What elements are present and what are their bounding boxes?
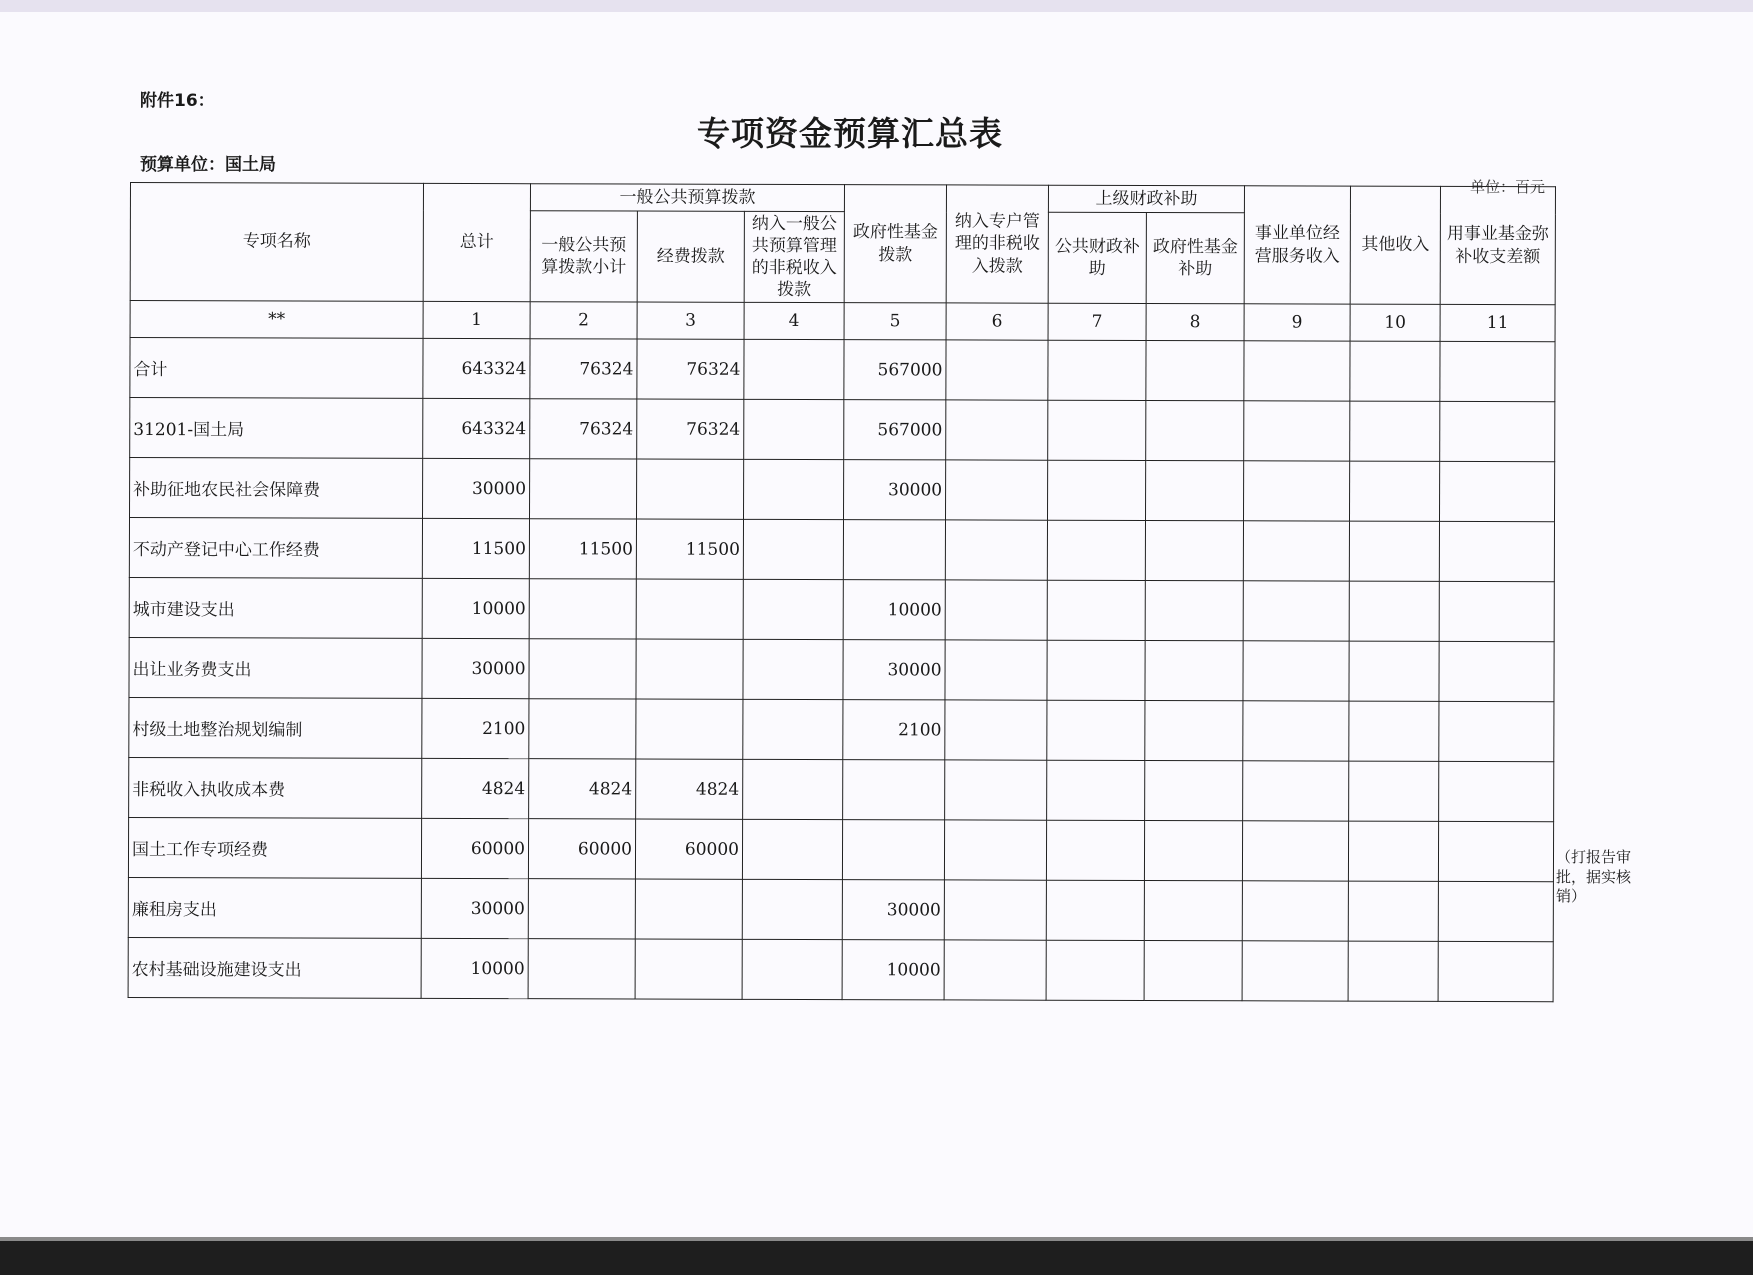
cell-other-income (1350, 461, 1440, 521)
cell-business-income (1243, 701, 1349, 761)
cell-total: 30000 (423, 458, 530, 518)
cell-gov-fund-subsidy (1145, 581, 1243, 641)
cell-general-subtotal: 60000 (528, 819, 635, 879)
cell-funding: 11500 (636, 519, 743, 579)
cell-total: 10000 (422, 578, 529, 638)
budget-unit-label: 预算单位：国土局 (140, 155, 276, 175)
cell-other-income (1349, 581, 1439, 641)
cell-funding (635, 879, 742, 939)
cell-public-subsidy (1047, 760, 1145, 820)
header-business-income: 事业单位经营服务收入 (1244, 186, 1350, 304)
cell-included-nontax (743, 759, 843, 819)
page-title: 专项资金预算汇总表 (697, 114, 1003, 153)
table-row (128, 817, 1553, 881)
cell-funding: 76324 (637, 339, 744, 399)
cell-business-income (1244, 341, 1350, 401)
header-name: 专项名称 (130, 183, 423, 302)
row-name: 国土工作专项经费 (128, 817, 421, 878)
cell-included-nontax (743, 519, 843, 579)
cell-public-subsidy (1047, 640, 1145, 700)
cell-special-nontax (946, 340, 1048, 400)
table-row (130, 458, 1555, 522)
header-funding: 经费拨款 (637, 211, 744, 302)
index-cell: 11 (1440, 304, 1555, 341)
header-other-income: 其他收入 (1350, 186, 1440, 304)
cell-other-income (1349, 701, 1439, 761)
header-included-nontax: 纳入一般公共预算管理的非税收入拨款 (744, 211, 844, 302)
table-row (130, 338, 1555, 402)
cell-other-income (1348, 881, 1438, 941)
header-gov-fund: 政府性基金拨款 (844, 185, 946, 303)
cell-included-nontax (743, 699, 843, 759)
cell-gov-fund-subsidy (1145, 521, 1243, 581)
cell-public-subsidy (1047, 520, 1145, 580)
cell-gov-fund: 2100 (843, 700, 945, 760)
cell-fund-balance (1439, 701, 1554, 761)
header-row-group (130, 183, 1555, 214)
cell-gov-fund-subsidy (1146, 401, 1244, 461)
cell-gov-fund-subsidy (1145, 761, 1243, 821)
index-row (130, 301, 1555, 342)
row-name: 31201-国土局 (130, 398, 423, 459)
attachment-label: 附件16： (140, 91, 215, 111)
cell-general-subtotal (529, 699, 636, 759)
cell-gov-fund: 567000 (844, 340, 946, 400)
index-cell: ** (130, 301, 423, 339)
cell-gov-fund: 30000 (843, 640, 945, 700)
cell-fund-balance (1438, 941, 1553, 1001)
index-cell: 4 (744, 302, 844, 339)
cell-total: 2100 (422, 698, 529, 758)
row-name: 合计 (130, 338, 423, 399)
cell-business-income (1243, 581, 1349, 641)
cell-special-nontax (944, 820, 1046, 880)
cell-funding: 4824 (636, 759, 743, 819)
cell-other-income (1348, 941, 1438, 1001)
cell-business-income (1244, 401, 1350, 461)
cell-fund-balance (1439, 641, 1554, 701)
index-cell: 8 (1146, 304, 1244, 341)
cell-funding (635, 939, 742, 999)
table-row (129, 518, 1554, 582)
cell-gov-fund-subsidy (1144, 881, 1242, 941)
cell-general-subtotal: 4824 (529, 759, 636, 819)
cell-general-subtotal: 11500 (529, 519, 636, 579)
cell-other-income (1350, 401, 1440, 461)
cell-special-nontax (945, 520, 1047, 580)
cell-special-nontax (945, 700, 1047, 760)
cell-business-income (1242, 941, 1348, 1001)
cell-other-income (1349, 761, 1439, 821)
cell-other-income (1349, 641, 1439, 701)
cell-general-subtotal: 76324 (530, 399, 637, 459)
cell-fund-balance (1439, 581, 1554, 641)
row-name: 农村基础设施建设支出 (128, 937, 421, 998)
header-total: 总计 (423, 183, 530, 301)
header-special-nontax: 纳入专户管理的非税收入拨款 (946, 185, 1048, 303)
approval-note: （打报告审批，据实核销） (1556, 848, 1632, 905)
cell-general-subtotal (529, 639, 636, 699)
cell-special-nontax (944, 940, 1046, 1000)
cell-included-nontax (742, 879, 842, 939)
table-row (128, 937, 1553, 1001)
cell-other-income (1350, 341, 1440, 401)
cell-special-nontax (946, 460, 1048, 520)
table-row (129, 637, 1554, 701)
index-cell: 10 (1350, 304, 1440, 341)
scanner-edge (0, 1237, 1753, 1275)
currency-unit-label: 单位：百元 (1470, 178, 1546, 196)
cell-public-subsidy (1046, 940, 1144, 1000)
header-gov-fund-subsidy: 政府性基金补助 (1146, 213, 1244, 304)
header-public-subsidy: 公共财政补助 (1048, 212, 1146, 303)
table-row (129, 577, 1554, 641)
cell-included-nontax (743, 579, 843, 639)
cell-gov-fund-subsidy (1145, 701, 1243, 761)
index-cell: 3 (637, 302, 744, 339)
cell-total: 643324 (423, 398, 530, 458)
cell-special-nontax (946, 400, 1048, 460)
table-row (128, 877, 1553, 941)
cell-special-nontax (944, 880, 1046, 940)
cell-gov-fund (843, 760, 945, 820)
cell-fund-balance (1439, 521, 1554, 581)
cell-public-subsidy (1048, 340, 1146, 400)
cell-general-subtotal (528, 939, 635, 999)
cell-fund-balance (1440, 341, 1555, 401)
header-group-superior: 上级财政补助 (1048, 185, 1244, 213)
cell-funding: 76324 (637, 399, 744, 459)
row-name: 出让业务费支出 (129, 637, 422, 698)
cell-funding (637, 459, 744, 519)
cell-other-income (1349, 521, 1439, 581)
table-row (130, 398, 1555, 462)
cell-funding (636, 579, 743, 639)
cell-gov-fund-subsidy (1145, 641, 1243, 701)
cell-included-nontax (742, 819, 842, 879)
table-row (129, 697, 1554, 761)
cell-gov-fund: 30000 (842, 880, 944, 940)
cell-gov-fund: 567000 (844, 400, 946, 460)
cell-included-nontax (744, 459, 844, 519)
cell-business-income (1243, 761, 1349, 821)
header-general-subtotal: 一般公共预算拨款小计 (530, 211, 637, 302)
cell-fund-balance (1440, 401, 1555, 461)
cell-gov-fund: 10000 (842, 940, 944, 1000)
cell-funding (636, 639, 743, 699)
cell-special-nontax (945, 760, 1047, 820)
cell-general-subtotal (530, 459, 637, 519)
cell-public-subsidy (1048, 460, 1146, 520)
cell-total: 60000 (421, 818, 528, 878)
row-name: 村级土地整治规划编制 (129, 697, 422, 758)
cell-public-subsidy (1047, 700, 1145, 760)
cell-public-subsidy (1047, 580, 1145, 640)
cell-gov-fund (842, 820, 944, 880)
cell-public-subsidy (1046, 820, 1144, 880)
cell-total: 4824 (422, 758, 529, 818)
cell-total: 10000 (421, 938, 528, 998)
index-cell: 6 (946, 303, 1048, 340)
row-name: 非税收入执收成本费 (129, 757, 422, 818)
cell-included-nontax (744, 339, 844, 399)
header-group-general: 一般公共预算拨款 (530, 184, 844, 212)
cell-business-income (1242, 821, 1348, 881)
header-fund-balance: 用事业基金弥补收支差额 (1440, 186, 1555, 304)
cell-fund-balance (1438, 821, 1553, 881)
cell-special-nontax (945, 580, 1047, 640)
cell-gov-fund-subsidy (1144, 941, 1242, 1001)
row-name: 补助征地农民社会保障费 (130, 458, 423, 519)
cell-general-subtotal (529, 579, 636, 639)
cell-fund-balance (1439, 761, 1554, 821)
cell-gov-fund: 10000 (843, 580, 945, 640)
row-name: 城市建设支出 (129, 577, 422, 638)
cell-gov-fund-subsidy (1146, 341, 1244, 401)
cell-general-subtotal: 76324 (530, 339, 637, 399)
row-name: 不动产登记中心工作经费 (129, 518, 422, 579)
cell-funding: 60000 (635, 819, 742, 879)
index-cell: 5 (844, 303, 946, 340)
cell-fund-balance (1440, 461, 1555, 521)
cell-included-nontax (744, 399, 844, 459)
cell-gov-fund (843, 520, 945, 580)
table-row (129, 757, 1554, 821)
cell-business-income (1243, 521, 1349, 581)
cell-fund-balance (1438, 881, 1553, 941)
cell-public-subsidy (1046, 880, 1144, 940)
budget-summary-table (128, 182, 1556, 1002)
index-cell: 1 (423, 301, 530, 338)
cell-gov-fund-subsidy (1146, 461, 1244, 521)
cell-total: 643324 (423, 338, 530, 398)
index-cell: 9 (1244, 304, 1350, 341)
index-cell: 2 (530, 302, 637, 339)
cell-special-nontax (945, 640, 1047, 700)
cell-business-income (1243, 641, 1349, 701)
cell-gov-fund: 30000 (844, 460, 946, 520)
index-cell: 7 (1048, 303, 1146, 340)
cell-gov-fund-subsidy (1144, 821, 1242, 881)
cell-total: 11500 (422, 518, 529, 578)
cell-total: 30000 (422, 638, 529, 698)
cell-other-income (1348, 821, 1438, 881)
cell-included-nontax (742, 939, 842, 999)
cell-included-nontax (743, 639, 843, 699)
cell-funding (636, 699, 743, 759)
cell-total: 30000 (421, 878, 528, 938)
cell-general-subtotal (528, 879, 635, 939)
cell-public-subsidy (1048, 400, 1146, 460)
row-name: 廉租房支出 (128, 877, 421, 938)
cell-business-income (1242, 881, 1348, 941)
cell-business-income (1244, 461, 1350, 521)
